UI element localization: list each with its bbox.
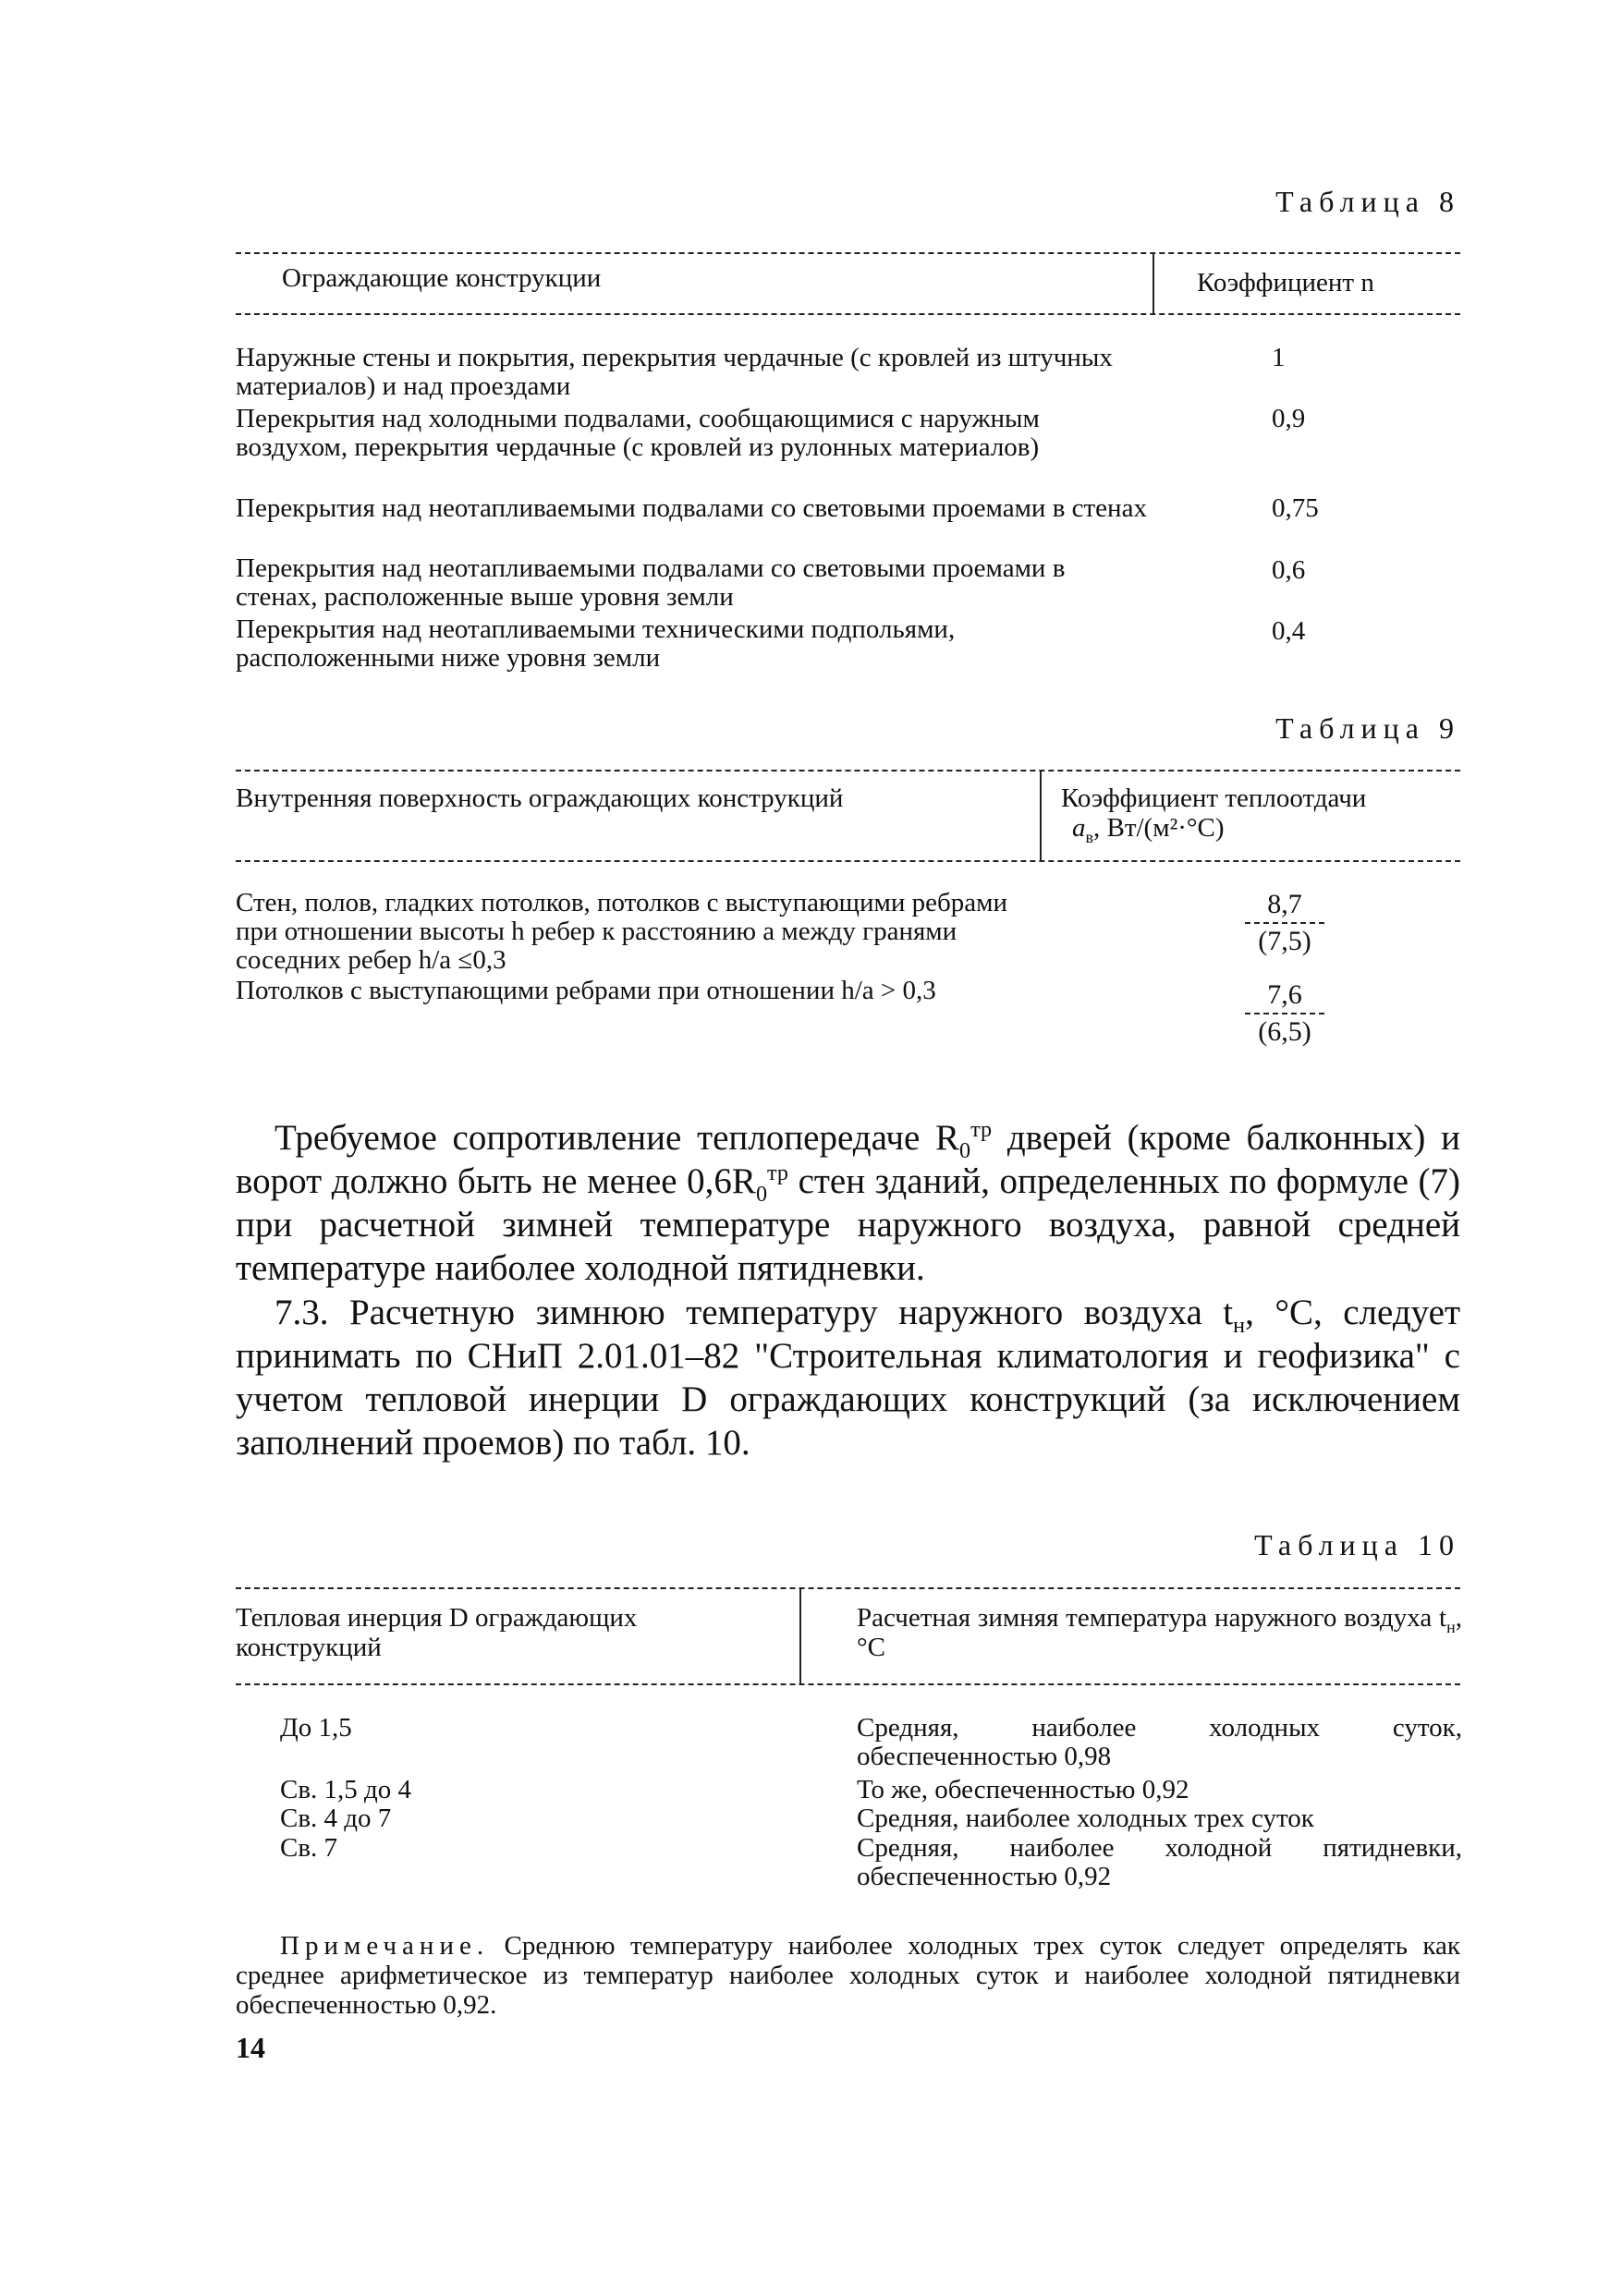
- note-text: Среднюю температуру наиболее холодных трех суток следует определять как среднее арифметическое из температур наиболее холодных суток и наиболее холодной пятидневки обеспеченностью 0,92.: [236, 1931, 1460, 2020]
- table10-note: [236, 1931, 1460, 2020]
- resistance-superscript: тр: [970, 1117, 993, 1142]
- table10-row-inertia: Св. 7: [280, 1833, 338, 1863]
- table9-value-primary: 7,6: [1267, 979, 1302, 1010]
- table10-header-temperature: [857, 1603, 1462, 1662]
- table9-header-coefficient: [1061, 784, 1468, 846]
- table10-header-rule: [236, 1683, 1460, 1685]
- table8-row-value: 1: [1272, 343, 1286, 372]
- table9-row-value: [1229, 889, 1340, 957]
- table10-header-inertia: Тепловая инерция D ограждающих конструкций: [236, 1603, 638, 1662]
- table9-value-primary: 8,7: [1267, 889, 1302, 919]
- table10-caption: Таблица 10: [1254, 1528, 1460, 1561]
- table8-row-text: Наружные стены и покрытия, перекрытия чердачные (с кровлей из штучных материалов) и над проездами: [236, 343, 1113, 401]
- table8-top-rule: [236, 252, 1460, 254]
- table8-row-text: Перекрытия над холодными подвалами, сообщающимися с наружным воздухом, перекрытия чердачные (с кровлей из рулонных материалов): [236, 404, 1040, 462]
- table8-caption: Таблица 8: [1275, 185, 1460, 218]
- paragraph-text: дверей (кроме балконных) и ворот должно быть не менее 0,6R: [236, 1118, 1460, 1201]
- paragraph-7-3: [236, 1291, 1460, 1464]
- table10-top-rule: [236, 1587, 1460, 1589]
- table9-row-text: Потолков с выступающими ребрами при отношении h/a > 0,3: [236, 976, 936, 1005]
- table10-row-temperature: Средняя, наиболее холодных суток, обеспеченностью 0,98: [857, 1713, 1462, 1771]
- table9-row-value: [1229, 979, 1340, 1048]
- table10-header-divider: [799, 1587, 801, 1683]
- table9-header-coefficient-line1: Коэффициент теплоотдачи: [1061, 784, 1367, 813]
- table10-row-temperature: Средняя, наиболее холодных трех суток: [857, 1804, 1314, 1833]
- fraction-bar: [1245, 1013, 1324, 1014]
- alpha-subscript: в: [1085, 827, 1093, 846]
- table8-row-value: 0,75: [1272, 493, 1319, 523]
- page-number: 14: [236, 2031, 265, 2064]
- table9-top-rule: [236, 770, 1460, 771]
- table10-row-inertia: До 1,5: [280, 1713, 352, 1743]
- note-label: Примечание.: [280, 1931, 490, 1961]
- table8-row-text: Перекрытия над неотапливаемыми подвалами со световыми проемами в стенах: [236, 493, 1147, 523]
- table8-row-text: Перекрытия над неотапливаемыми подвалами со световыми проемами в стенах, расположенные выше уровня земли: [236, 553, 1066, 612]
- table9-header-rule: [236, 860, 1460, 862]
- header-text: , °С: [857, 1603, 1462, 1662]
- paragraph-text: стен зданий, определенных по формуле (7) при расчетной зимней температуре наружного воздуха, равной средней температуре наиболее холодной пятидневки.: [236, 1161, 1460, 1288]
- table10-row-inertia: Св. 1,5 до 4: [280, 1775, 412, 1804]
- table9-caption: Таблица 9: [1275, 711, 1460, 745]
- header-text: Расчетная зимняя температура наружного воздуха t: [857, 1603, 1447, 1633]
- paragraph-text: Требуемое сопротивление теплопередаче R: [274, 1118, 960, 1158]
- table9-row-text: Стен, полов, гладких потолков, потолков с выступающими ребрами при отношении высоты h ребер к расстоянию a между гранями соседних ребер h/a ≤0,3: [236, 888, 1007, 975]
- fraction-bar: [1245, 922, 1324, 924]
- table9-value-alt: (7,5): [1258, 926, 1311, 956]
- heat-transfer-unit: , Вт/(м²·°С): [1092, 813, 1225, 843]
- temperature-subscript: н: [1233, 1312, 1246, 1338]
- paragraph-text: 7.3. Расчетную зимнюю температуру наружного воздуха t: [274, 1293, 1234, 1332]
- table10-row-temperature: То же, обеспеченностью 0,92: [857, 1775, 1189, 1804]
- resistance-superscript: тр: [767, 1160, 788, 1185]
- table9-header-coefficient-line2: [1061, 813, 1468, 846]
- table8-header-divider: [1153, 252, 1154, 313]
- table8-row-value: 0,6: [1272, 555, 1306, 585]
- alpha-symbol: a: [1072, 813, 1086, 843]
- paragraph-door-resistance: [236, 1116, 1460, 1290]
- table9-header-surface: Внутренняя поверхность ограждающих конструкций: [236, 784, 844, 813]
- table10-row-inertia: Св. 4 до 7: [280, 1804, 392, 1833]
- table8-row-value: 0,4: [1272, 616, 1306, 646]
- temperature-subscript: н: [1446, 1617, 1456, 1636]
- table8-row-text: Перекрытия над неотапливаемыми техническими подпольями, расположенными ниже уровня земли: [236, 614, 956, 673]
- table9-value-alt: (6,5): [1258, 1016, 1311, 1047]
- table8-row-value: 0,9: [1272, 404, 1306, 433]
- table8-header-construction: Ограждающие конструкции: [282, 263, 602, 293]
- table8-header-rule: [236, 313, 1460, 315]
- table10-row-temperature: Средняя, наиболее холодной пятидневки, обеспеченностью 0,92: [857, 1833, 1462, 1891]
- resistance-subscript: 0: [755, 1181, 768, 1207]
- table9-header-divider: [1040, 770, 1042, 860]
- resistance-subscript: 0: [959, 1137, 971, 1163]
- table8-header-coefficient: Коэффициент n: [1197, 268, 1374, 298]
- paragraph-text: , °С, следует принимать по СНиП 2.01.01–82 "Строительная климатология и геофизика" с учетом тепловой инерции D ограждающих конструкций (за исключением заполнений проемов) по табл. 10.: [236, 1293, 1460, 1463]
